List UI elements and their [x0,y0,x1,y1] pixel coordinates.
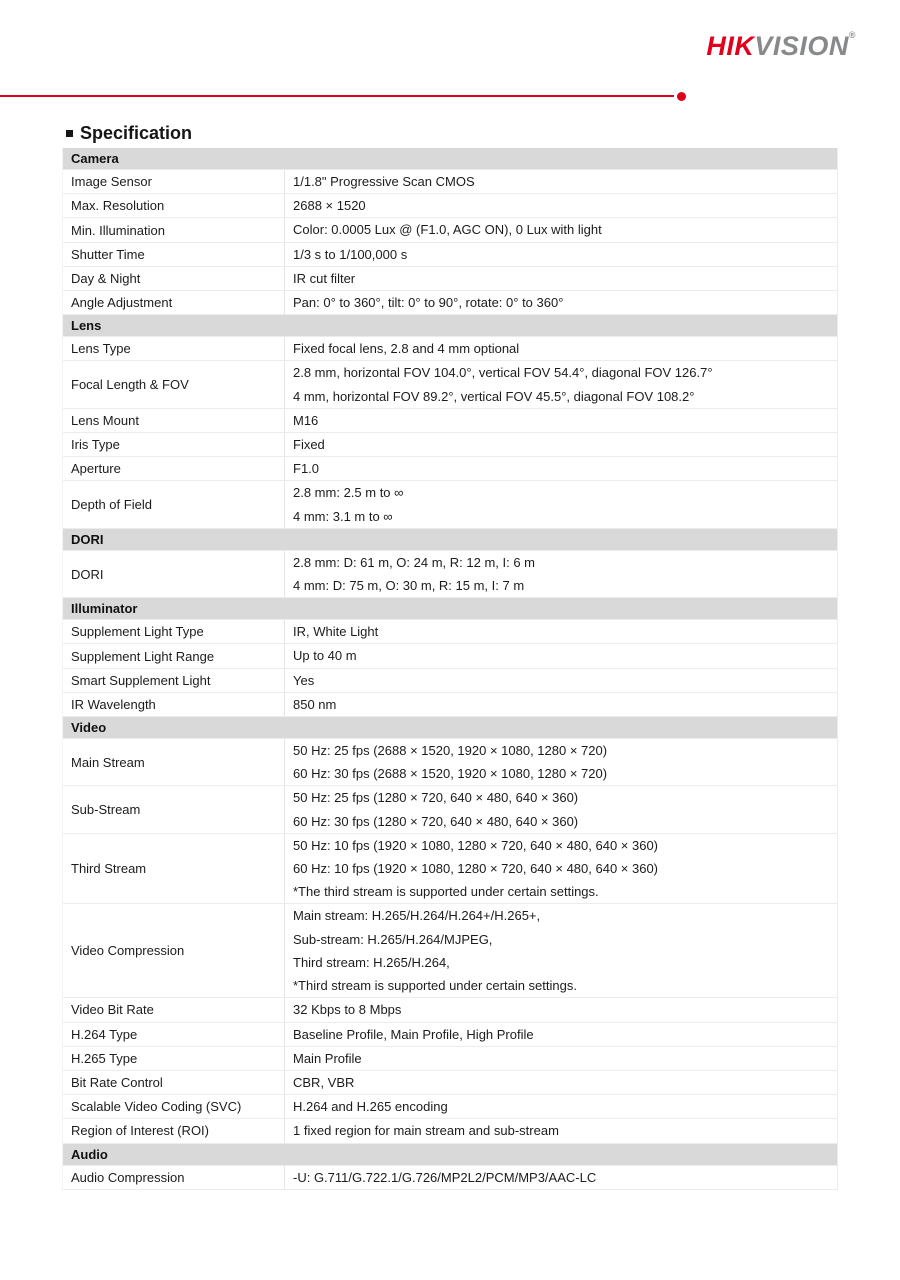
spec-label: Video Compression [63,904,285,997]
spec-value-line: 2688 × 1520 [293,198,366,214]
spec-row [63,1095,837,1119]
spec-value-line: H.264 and H.265 encoding [293,1099,448,1115]
spec-row [63,620,837,644]
spec-row [63,1166,837,1190]
logo-text-vision: VISION [754,31,849,61]
spec-value [285,170,837,193]
spec-value-line: 60 Hz: 30 fps (2688 × 1520, 1920 × 1080, 1280 × 720) [293,766,608,782]
spec-row [63,409,837,433]
spec-value-line: M16 [293,412,319,428]
spec-value [285,644,837,667]
spec-value [285,457,837,480]
spec-label: Depth of Field [63,481,285,527]
spec-row [63,337,837,361]
spec-value [285,218,837,241]
spec-value-line: 4 mm: D: 75 m, O: 30 m, R: 15 m, I: 7 m [293,578,525,594]
spec-label: Aperture [63,457,285,480]
spec-row [63,170,837,194]
spec-value-line: Fixed focal lens, 2.8 and 4 mm optional [293,341,520,357]
spec-row [63,243,837,267]
spec-label: Min. Illumination [63,218,285,241]
spec-value-line: IR, White Light [293,624,379,640]
spec-row [63,291,837,315]
spec-value [285,998,837,1021]
spec-value-line: CBR, VBR [293,1074,355,1090]
spec-row [63,786,837,833]
spec-label: Max. Resolution [63,194,285,217]
section-header-camera: Camera [63,148,837,170]
spec-value-line: 60 Hz: 30 fps (1280 × 720, 640 × 480, 640 × 360) [293,813,579,829]
spec-value-line: IR cut filter [293,270,356,286]
spec-value [285,834,837,904]
spec-label: Image Sensor [63,170,285,193]
spec-label: Region of Interest (ROI) [63,1119,285,1142]
spec-row [63,551,837,598]
spec-value [285,1119,837,1142]
spec-value [285,904,837,997]
spec-row [63,194,837,218]
spec-value [285,481,837,527]
spec-row [63,481,837,528]
spec-value-line: *The third stream is supported under certain settings. [293,884,599,900]
spec-label: Third Stream [63,834,285,904]
spec-value-line: 2.8 mm, horizontal FOV 104.0°, vertical FOV 54.4°, diagonal FOV 126.7° [293,365,713,381]
spec-value [285,291,837,314]
spec-value [285,1071,837,1094]
spec-row [63,904,837,998]
spec-value [285,739,837,785]
spec-label: DORI [63,551,285,597]
registered-mark-icon: ® [848,30,856,40]
spec-value [285,433,837,456]
spec-value [285,669,837,692]
spec-value [285,551,837,597]
spec-label: Main Stream [63,739,285,785]
spec-label: Bit Rate Control [63,1071,285,1094]
spec-value-line: 60 Hz: 10 fps (1920 × 1080, 1280 × 720, 640 × 480, 640 × 360) [293,861,659,877]
specification-table [62,148,838,1190]
spec-value [285,1095,837,1118]
spec-label: Scalable Video Coding (SVC) [63,1095,285,1118]
spec-row [63,669,837,693]
spec-row [63,433,837,457]
page-title [66,123,192,144]
spec-label: Iris Type [63,433,285,456]
spec-value-line: 4 mm: 3.1 m to ∞ [293,508,393,524]
spec-row [63,1119,837,1143]
spec-label: Focal Length & FOV [63,361,285,407]
spec-row [63,457,837,481]
spec-label: IR Wavelength [63,693,285,716]
header-divider-line [0,95,674,97]
spec-row [63,267,837,291]
spec-label: Lens Type [63,337,285,360]
spec-value-line: F1.0 [293,461,320,477]
spec-label: Supplement Light Type [63,620,285,643]
spec-value-line: Yes [293,672,315,688]
spec-value [285,620,837,643]
spec-value-line: Baseline Profile, Main Profile, High Profile [293,1026,534,1042]
spec-value [285,1023,837,1046]
spec-value-line: Third stream: H.265/H.264, [293,954,450,970]
spec-label: Video Bit Rate [63,998,285,1021]
square-bullet-icon [66,130,73,137]
spec-value [285,267,837,290]
spec-value-line: Main Profile [293,1050,362,1066]
spec-row [63,1023,837,1047]
spec-value-line: 1 fixed region for main stream and sub-stream [293,1123,559,1139]
spec-value-line: Up to 40 m [293,648,357,664]
spec-value-line: 32 Kbps to 8 Mbps [293,1002,402,1018]
spec-value-line: 50 Hz: 25 fps (1280 × 720, 640 × 480, 640 × 360) [293,790,579,806]
section-header-video: Video [63,717,837,739]
spec-value-line: Fixed [293,437,325,453]
spec-row [63,1071,837,1095]
spec-label: Supplement Light Range [63,644,285,667]
spec-label: Shutter Time [63,243,285,266]
spec-label: Sub-Stream [63,786,285,832]
spec-value [285,243,837,266]
spec-value-line: -U: G.711/G.722.1/G.726/MP2L2/PCM/MP3/AAC-LC [293,1169,597,1185]
spec-value [285,361,837,407]
section-header-lens: Lens [63,315,837,337]
spec-label: Angle Adjustment [63,291,285,314]
page-title-text: Specification [80,123,193,143]
spec-value [285,693,837,716]
spec-value-line: 1/3 s to 1/100,000 s [293,246,408,262]
spec-value-line: 2.8 mm: 2.5 m to ∞ [293,485,404,501]
spec-row [63,644,837,668]
section-header-illuminator: Illuminator [63,598,837,620]
spec-row [63,1047,837,1071]
spec-label: H.265 Type [63,1047,285,1070]
spec-row [63,834,837,905]
spec-row [63,361,837,408]
spec-value-line: Main stream: H.265/H.264/H.264+/H.265+, [293,908,541,924]
spec-label: Lens Mount [63,409,285,432]
spec-value-line: 4 mm, horizontal FOV 89.2°, vertical FOV 45.5°, diagonal FOV 108.2° [293,388,695,404]
spec-value-line: Color: 0.0005 Lux @ (F1.0, AGC ON), 0 Lux with light [293,222,602,238]
spec-value [285,1047,837,1070]
spec-value [285,786,837,832]
spec-label: Smart Supplement Light [63,669,285,692]
spec-row [63,739,837,786]
spec-value-line: *Third stream is supported under certain settings. [293,978,577,994]
logo-text-hik: HIK [706,31,755,61]
spec-value-line: 50 Hz: 25 fps (2688 × 1520, 1920 × 1080, 1280 × 720) [293,743,608,759]
divider-dot-icon [677,92,686,101]
spec-value-line: 2.8 mm: D: 61 m, O: 24 m, R: 12 m, I: 6 m [293,554,536,570]
spec-value-line: 1/1.8" Progressive Scan CMOS [293,174,475,189]
spec-label: Audio Compression [63,1166,285,1189]
spec-value [285,194,837,217]
spec-value [285,337,837,360]
section-header-audio: Audio [63,1144,837,1166]
spec-row [63,218,837,242]
spec-value-line: Sub-stream: H.265/H.264/MJPEG, [293,931,493,947]
spec-label: Day & Night [63,267,285,290]
spec-value-line: 850 nm [293,696,337,712]
spec-row [63,693,837,717]
spec-value-line: 50 Hz: 10 fps (1920 × 1080, 1280 × 720, 640 × 480, 640 × 360) [293,837,659,853]
spec-value [285,409,837,432]
spec-row [63,998,837,1022]
hikvision-logo [706,30,856,61]
spec-label: H.264 Type [63,1023,285,1046]
spec-value-line: Pan: 0° to 360°, tilt: 0° to 90°, rotate: 0° to 360° [293,295,564,311]
spec-value [285,1166,837,1189]
section-header-dori: DORI [63,529,837,551]
